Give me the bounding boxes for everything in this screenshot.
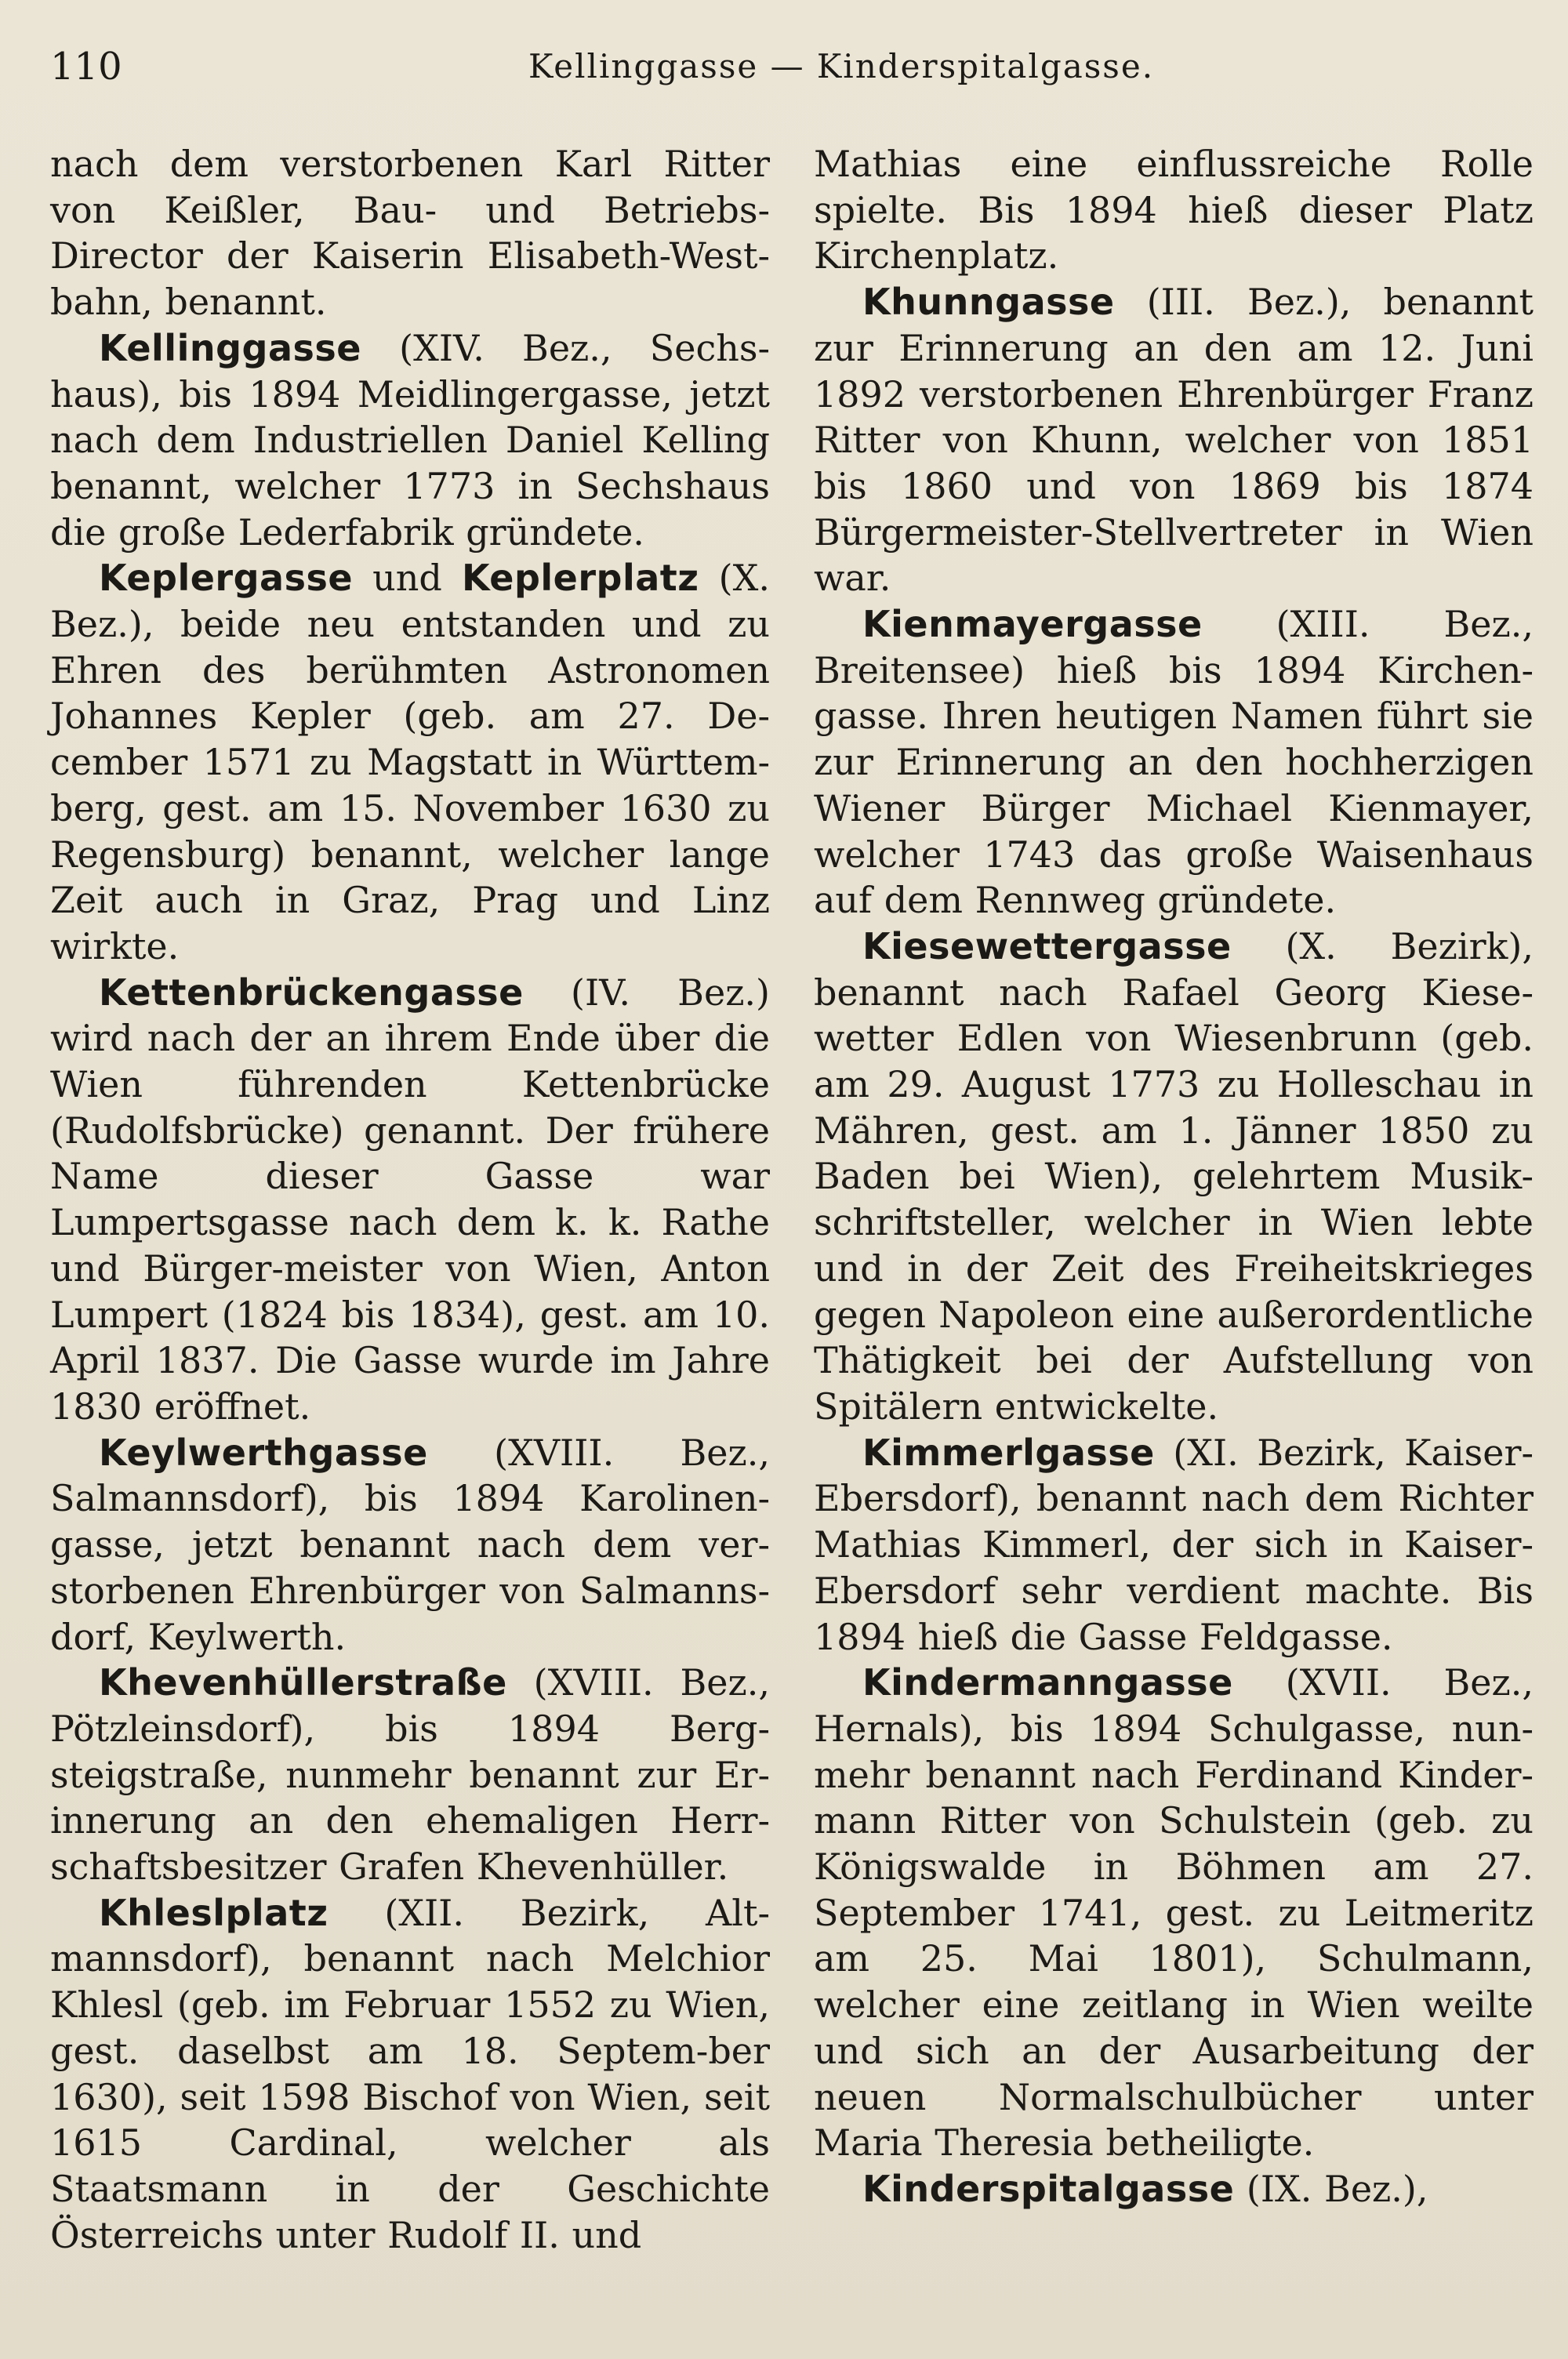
page-number: 110: [50, 45, 122, 89]
entry-continuation: [814, 141, 1534, 279]
entry-text: (X. Bez.), beide neu entstanden und zu Ehren des berühmten Astronomen Johannes Kepler (geb. am 27. De-cember 1571 zu Magstatt in Württem-berg, gest. am 15. November 1630 zu Regensburg) benannt, welcher lange Zeit auch in Graz, Prag und Linz wirkte.: [50, 557, 770, 967]
right-column: [814, 141, 1534, 2212]
entry-khleslplatz: [50, 1890, 770, 2259]
entry-keylwerthgasse: [50, 1430, 770, 1660]
entry-kiesewettergasse: [814, 924, 1534, 1430]
entry-headword: Khunngasse: [862, 281, 1115, 324]
running-head: Kellinggasse — Kinderspitalgasse.: [528, 47, 1155, 85]
entry-kimmerlgasse: [814, 1430, 1534, 1660]
entry-headword: Khevenhüllerstraße: [99, 1661, 507, 1704]
entry-headword: Kinderspitalgasse: [862, 2167, 1235, 2210]
page-header: [50, 39, 1518, 94]
entry-text: (XII. Bezirk, Alt-mannsdorf), benannt nach Melchior Khlesl (geb. im Februar 1552 zu Wien, gest. daselbst am 18. Septem-ber 1630), seit 1598 Bischof von Wien, seit 1615 Cardinal, welcher als Staatsmann in der Geschichte Österreichs unter Rudolf II. und: [50, 1891, 770, 2256]
entry-text: (XIV. Bez., Sechs-haus), bis 1894 Meidlingergasse, jetzt nach dem Industriellen Daniel Kelling benannt, welcher 1773 in Sechshaus die große Lederfabrik gründete.: [50, 326, 770, 553]
entry-headword: Keylwerthgasse: [99, 1431, 428, 1474]
entry-kellinggasse: [50, 325, 770, 556]
entry-headword: Kiesewettergasse: [862, 924, 1232, 967]
entry-text: (XVIII. Bez., Pötzleinsdorf), bis 1894 Berg-steigstraße, nunmehr benannt zur Er-innerung an den ehemaligen Herr-schaftsbesitzer Grafen Khevenhüller.: [50, 1661, 770, 1889]
entry-headword: Kellinggasse: [99, 326, 361, 369]
entry-connector: und: [353, 557, 462, 600]
entry-text: (X. Bezirk), benannt nach Rafael Georg Kiese-wetter Edlen von Wiesenbrunn (geb. am 29. August 1773 zu Holleschau in Mähren, gest. am 1. Jänner 1850 zu Baden bei Wien), gelehrtem Musik-schriftsteller, welcher in Wien lebte und in der Zeit des Freiheitskrieges gegen Napoleon eine außerordentliche Thätigkeit bei der Aufstellung von Spitälern entwickelte.: [814, 924, 1534, 1428]
entry-kindermanngasse: [814, 1660, 1534, 2166]
entry-kinderspitalgasse: [814, 2166, 1534, 2212]
entry-kettenbrueckengasse: [50, 970, 770, 1430]
entry-kienmayergasse: [814, 601, 1534, 924]
entry-headword: Kimmerlgasse: [862, 1431, 1155, 1474]
entry-headword: Kettenbrückengasse: [99, 971, 524, 1014]
entry-text: (IV. Bez.) wird nach der an ihrem Ende über die Wien führenden Kettenbrücke (Rudolfsbrücke) genannt. Der frühere Name dieser Gasse war Lumpertsgasse nach dem k. k. Rathe und Bürger-meister von Wien, Anton Lumpert (1824 bis 1834), gest. am 10. April 1837. Die Gasse wurde im Jahre 1830 eröffnet.: [50, 971, 770, 1428]
entry-khevenhuellerstrasse: [50, 1660, 770, 1890]
left-column: [50, 141, 770, 2258]
entry-headword: Khleslplatz: [99, 1891, 328, 1934]
entry-headword: Kindermanngasse: [862, 1661, 1233, 1704]
entry-text: (XVIII. Bez., Salmannsdorf), bis 1894 Karolinen-gasse, jetzt benannt nach dem ver-storbenen Ehrenbürger von Salmanns-dorf, Keylwerth.: [50, 1431, 770, 1658]
entry-text: (III. Bez.), benannt zur Erinnerung an den am 12. Juni 1892 verstorbenen Ehrenbürger Franz Ritter von Khunn, welcher von 1851 bis 1860 und von 1869 bis 1874 Bürgermeister-Stellvertreter in Wien war.: [814, 281, 1534, 600]
entry-headword: Kienmayergasse: [862, 603, 1203, 646]
entry-text: (XIII. Bez., Breitensee) hieß bis 1894 Kirchen-gasse. Ihren heutigen Namen führt sie zur Erinnerung an den hochherzigen Wiener Bürger Michael Kienmayer, welcher 1743 das große Waisenhaus auf dem Rennweg gründete.: [814, 603, 1534, 922]
entry-headword-second: Keplerplatz: [461, 557, 699, 600]
entry-text: (XI. Bezirk, Kaiser-Ebersdorf), benannt nach dem Richter Mathias Kimmerl, der sich in Kaiser-Ebersdorf sehr verdient machte. Bis 1894 hieß die Gasse Feldgasse.: [814, 1431, 1534, 1658]
entry-text: (XVII. Bez., Hernals), bis 1894 Schulgasse, nun-mehr benannt nach Ferdinand Kinder-mann Ritter von Schulstein (geb. zu Königswalde in Böhmen am 27. September 1741, gest. zu Leitmeritz am 25. Mai 1801), Schulmann, welcher eine zeitlang in Wien weilte und sich an der Ausarbeitung der neuen Normalschulbücher unter Maria Theresia betheiligte.: [814, 1661, 1534, 2165]
entry-headword: Keplergasse: [99, 557, 354, 600]
entry-text: nach dem verstorbenen Karl Ritter von Keißler, Bau- und Betriebs-Director der Kaiserin Elisabeth-West-bahn, benannt.: [50, 143, 770, 324]
entry-text: Mathias eine einflussreiche Rolle spielte. Bis 1894 hieß dieser Platz Kirchenplatz.: [814, 143, 1534, 278]
entry-keplergasse: [50, 555, 770, 969]
entry-text: (IX. Bez.),: [1234, 2167, 1428, 2210]
entry-continuation: [50, 141, 770, 325]
entry-khunngasse: [814, 279, 1534, 601]
